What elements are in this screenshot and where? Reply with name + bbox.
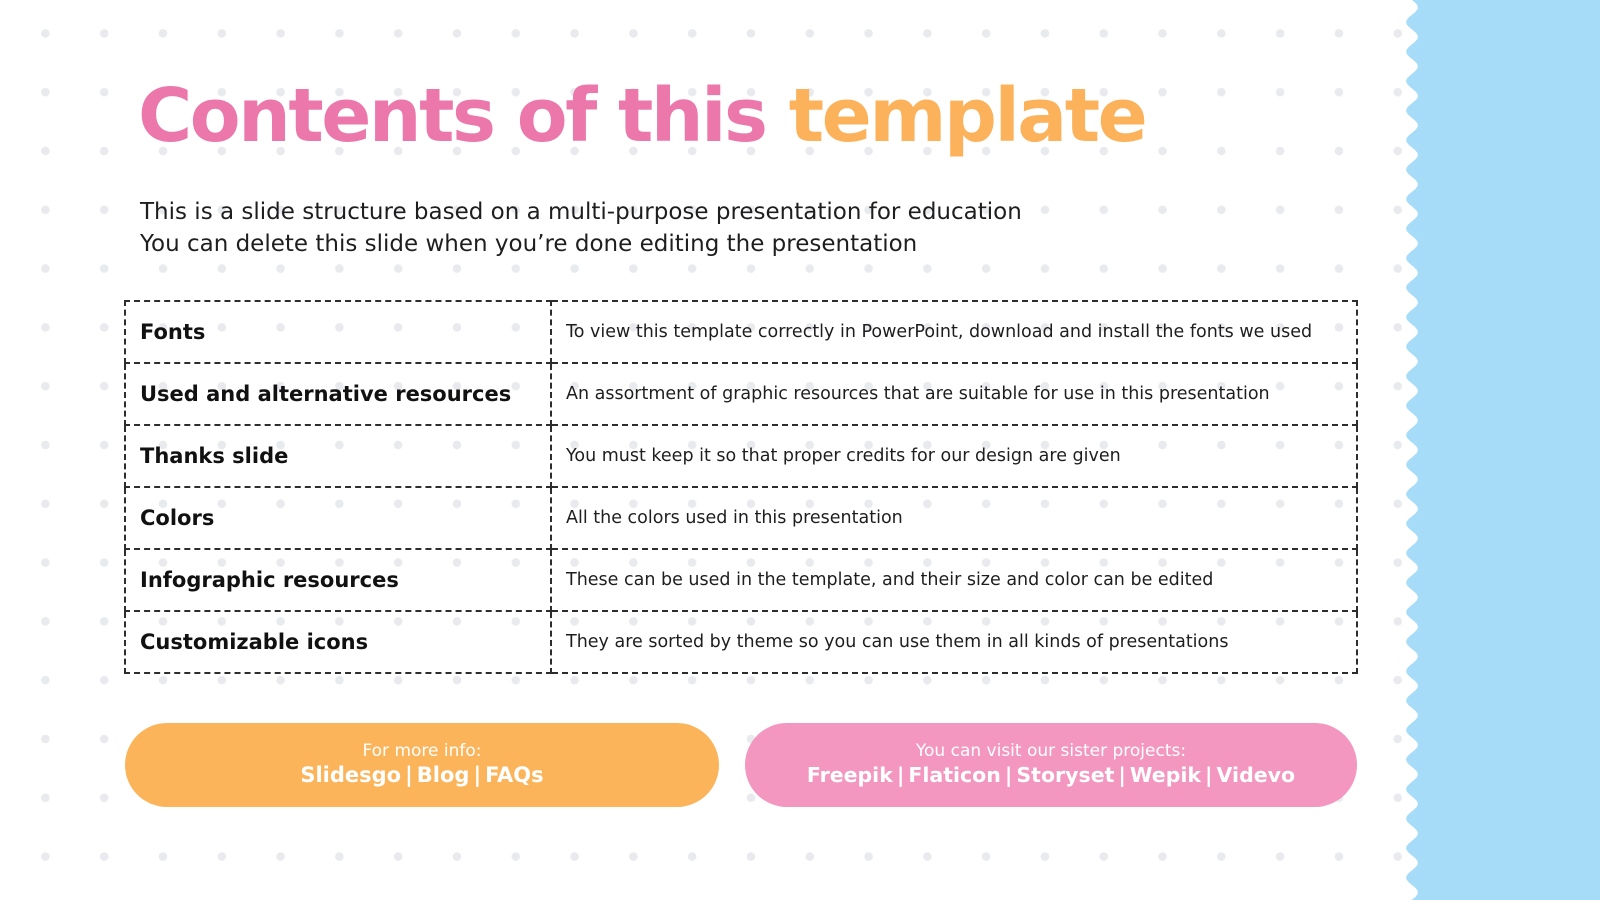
link-separator: | bbox=[405, 763, 413, 787]
resource-name: Customizable icons bbox=[125, 611, 551, 673]
contents-table bbox=[124, 300, 1358, 674]
resource-description: You must keep it so that proper credits for our design are given bbox=[551, 425, 1357, 487]
wavy-blue-side-panel bbox=[1400, 0, 1600, 900]
sister-projects-links bbox=[745, 761, 1357, 789]
table-row bbox=[125, 301, 1357, 363]
resource-name: Fonts bbox=[125, 301, 551, 363]
resource-name: Colors bbox=[125, 487, 551, 549]
title-part-orange: template bbox=[788, 73, 1146, 159]
slide-title bbox=[138, 64, 1145, 168]
table-row bbox=[125, 425, 1357, 487]
sister-projects-caption: You can visit our sister projects: bbox=[915, 741, 1187, 761]
freepik-link[interactable]: Freepik bbox=[806, 763, 893, 787]
blog-link[interactable]: Blog bbox=[416, 763, 470, 787]
link-separator: | bbox=[1118, 763, 1126, 787]
resource-description: All the colors used in this presentation bbox=[551, 487, 1357, 549]
table-row bbox=[125, 363, 1357, 425]
link-separator: | bbox=[473, 763, 482, 787]
flaticon-link[interactable]: Flaticon bbox=[908, 763, 1001, 787]
sister-projects-pill bbox=[745, 723, 1357, 807]
more-info-links bbox=[125, 761, 719, 789]
videvo-link[interactable]: Videvo bbox=[1216, 763, 1296, 787]
more-info-caption: For more info: bbox=[362, 741, 482, 761]
link-separator: | bbox=[1004, 763, 1013, 787]
more-info-pill bbox=[125, 723, 719, 807]
title-part-pink: Contents of this bbox=[138, 73, 766, 159]
slidesgo-link[interactable]: Slidesgo bbox=[300, 763, 402, 787]
faqs-link[interactable]: FAQs bbox=[485, 763, 544, 787]
resource-description: These can be used in the template, and their size and color can be edited bbox=[551, 549, 1357, 611]
intro-text bbox=[140, 196, 1240, 260]
intro-line-1: This is a slide structure based on a multi-purpose presentation for education bbox=[140, 199, 1022, 225]
resource-name: Thanks slide bbox=[125, 425, 551, 487]
storyset-link[interactable]: Storyset bbox=[1016, 763, 1115, 787]
resource-description: To view this template correctly in PowerPoint, download and install the fonts we used bbox=[551, 301, 1357, 363]
resource-description: They are sorted by theme so you can use them in all kinds of presentations bbox=[551, 611, 1357, 673]
resource-name: Infographic resources bbox=[125, 549, 551, 611]
resource-description: An assortment of graphic resources that are suitable for use in this presentation bbox=[551, 363, 1357, 425]
table-row bbox=[125, 487, 1357, 549]
table-row bbox=[125, 611, 1357, 673]
link-separator: | bbox=[1205, 763, 1213, 787]
link-separator: | bbox=[896, 763, 905, 787]
table-row bbox=[125, 549, 1357, 611]
resource-name: Used and alternative resources bbox=[125, 363, 551, 425]
intro-line-2: You can delete this slide when you’re done editing the presentation bbox=[140, 231, 918, 257]
wepik-link[interactable]: Wepik bbox=[1129, 763, 1202, 787]
